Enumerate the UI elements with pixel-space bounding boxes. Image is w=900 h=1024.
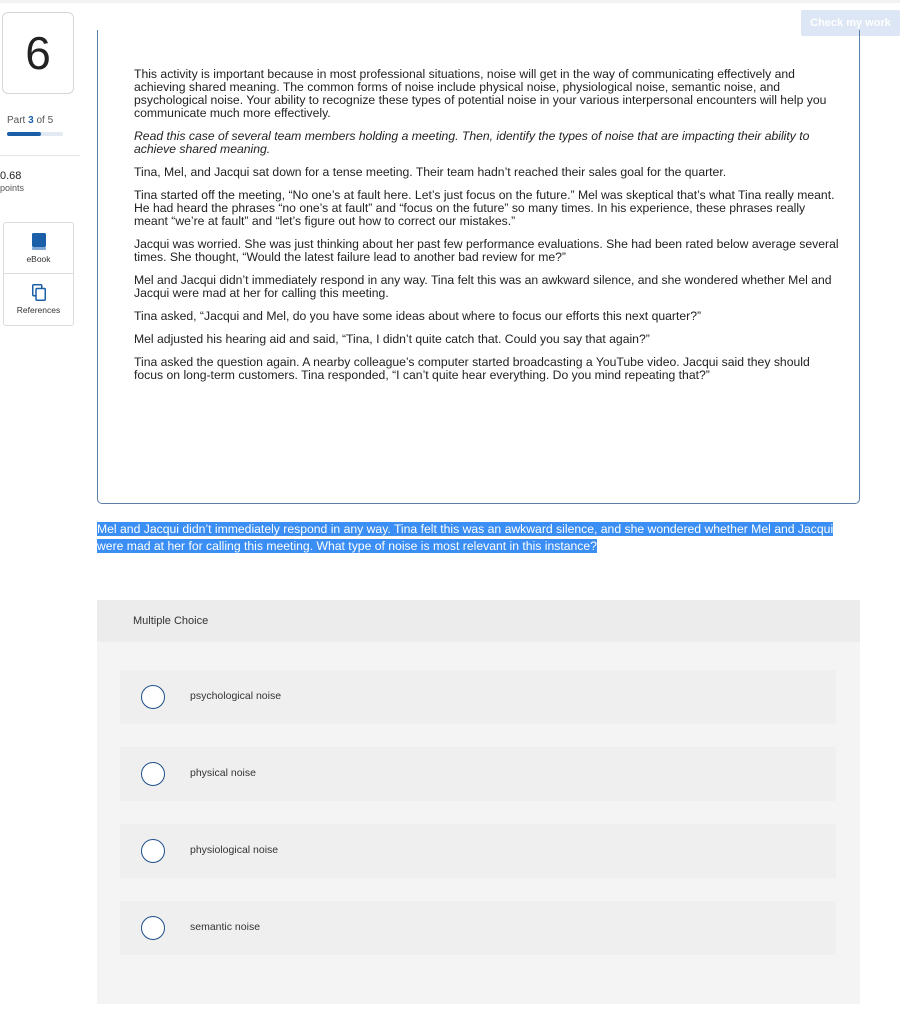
passage-paragraph: Mel adjusted his hearing aid and said, “Tina, I didn’t quite catch that. Could you say that again?” [134, 332, 650, 346]
radio-button[interactable] [141, 916, 165, 940]
multiple-choice-panel [97, 600, 860, 1004]
ebook-label: eBook [26, 254, 51, 264]
part-current: 3 [28, 115, 34, 126]
part-progress-bar [7, 132, 63, 136]
passage-paragraph: Tina asked, “Jacqui and Mel, do you have some ideas about where to focus our efforts this next quarter?” [134, 309, 702, 323]
book-icon [32, 233, 46, 250]
ebook-button[interactable] [4, 223, 73, 274]
choice-label: psychological noise [190, 690, 282, 702]
choice-option-physiological-noise[interactable] [120, 824, 836, 878]
part-progress-fill [7, 132, 41, 136]
question-prompt [97, 521, 857, 554]
passage-paragraph: Jacqui was worried. She was just thinking about her past few performance evaluations. She had been rated below average several times. She thought, “Would the latest failure lead to another bad review for me?” [134, 237, 839, 264]
choice-label: physiological noise [190, 844, 279, 856]
question-text-highlighted: Mel and Jacqui didn’t immediately respond in any way. Tina felt this was an awkward silence, and she wondered whether Mel and Jacqui were mad at her for calling this meeting. What type of noise is most relevant in this instance? [97, 522, 834, 553]
radio-button[interactable] [141, 839, 165, 863]
part-prefix: Part [7, 115, 29, 126]
passage-paragraph: Tina started off the meeting, “No one’s at fault here. Let’s just focus on the future.” Mel was skeptical that’s what Tina really meant. He had heard the phrases “no one’s at fault” and “focus on the future” so many times. In his experience, these phrases really meant “we’re at fault” and “let’s figure out how to correct our mistakes.” [134, 188, 835, 228]
tools-panel [3, 222, 74, 326]
passage-instructions: Read this case of several team members holding a meeting. Then, identify the types of noise that are impacting their ability to achieve shared meaning. [134, 129, 810, 156]
radio-button[interactable] [141, 762, 165, 786]
passage-paragraph: This activity is important because in most professional situations, noise will get in the way of communicating effectively and achieving shared meaning. The common forms of noise include physical noise, physiological noise, semantic noise, and psychological noise. Your ability to recognize these types of potential noise in your various interpersonal encounters will help you communicate much more effectively. [134, 67, 827, 120]
top-divider [0, 0, 900, 3]
points-label: points [0, 183, 25, 193]
radio-button[interactable] [141, 685, 165, 709]
part-total: of 5 [33, 115, 54, 126]
choice-option-physical-noise[interactable] [120, 747, 836, 801]
choice-option-semantic-noise[interactable] [120, 901, 836, 955]
references-button[interactable] [4, 274, 73, 324]
passage-paragraph: Mel and Jacqui didn’t immediately respond in any way. Tina felt this was an awkward silence, and she wondered whether Mel and Jacqui were mad at her for calling this meeting. [134, 273, 832, 300]
points-value: 0.68 [0, 170, 22, 182]
references-label: References [16, 305, 61, 315]
passage-text [134, 68, 839, 392]
copy-icon [32, 284, 46, 301]
choice-option-psychological-noise[interactable] [120, 670, 836, 724]
multiple-choice-title: Multiple Choice [133, 615, 209, 627]
check-my-work-button[interactable]: Check my work [801, 10, 900, 36]
question-number: 6 [2, 12, 74, 94]
part-indicator [7, 115, 53, 126]
multiple-choice-header [97, 600, 860, 642]
choice-label: semantic noise [190, 921, 261, 933]
passage-paragraph: Tina, Mel, and Jacqui sat down for a tense meeting. Their team hadn’t reached their sales goal for the quarter. [134, 165, 727, 179]
passage-paragraph: Tina asked the question again. A nearby colleague’s computer started broadcasting a YouTube video. Jacqui said they should focus on long-term customers. Tina responded, “I can’t quite hear everything. Do you mind repeating that?” [134, 355, 810, 382]
choice-label: physical noise [190, 767, 256, 779]
rail-divider [0, 155, 80, 156]
